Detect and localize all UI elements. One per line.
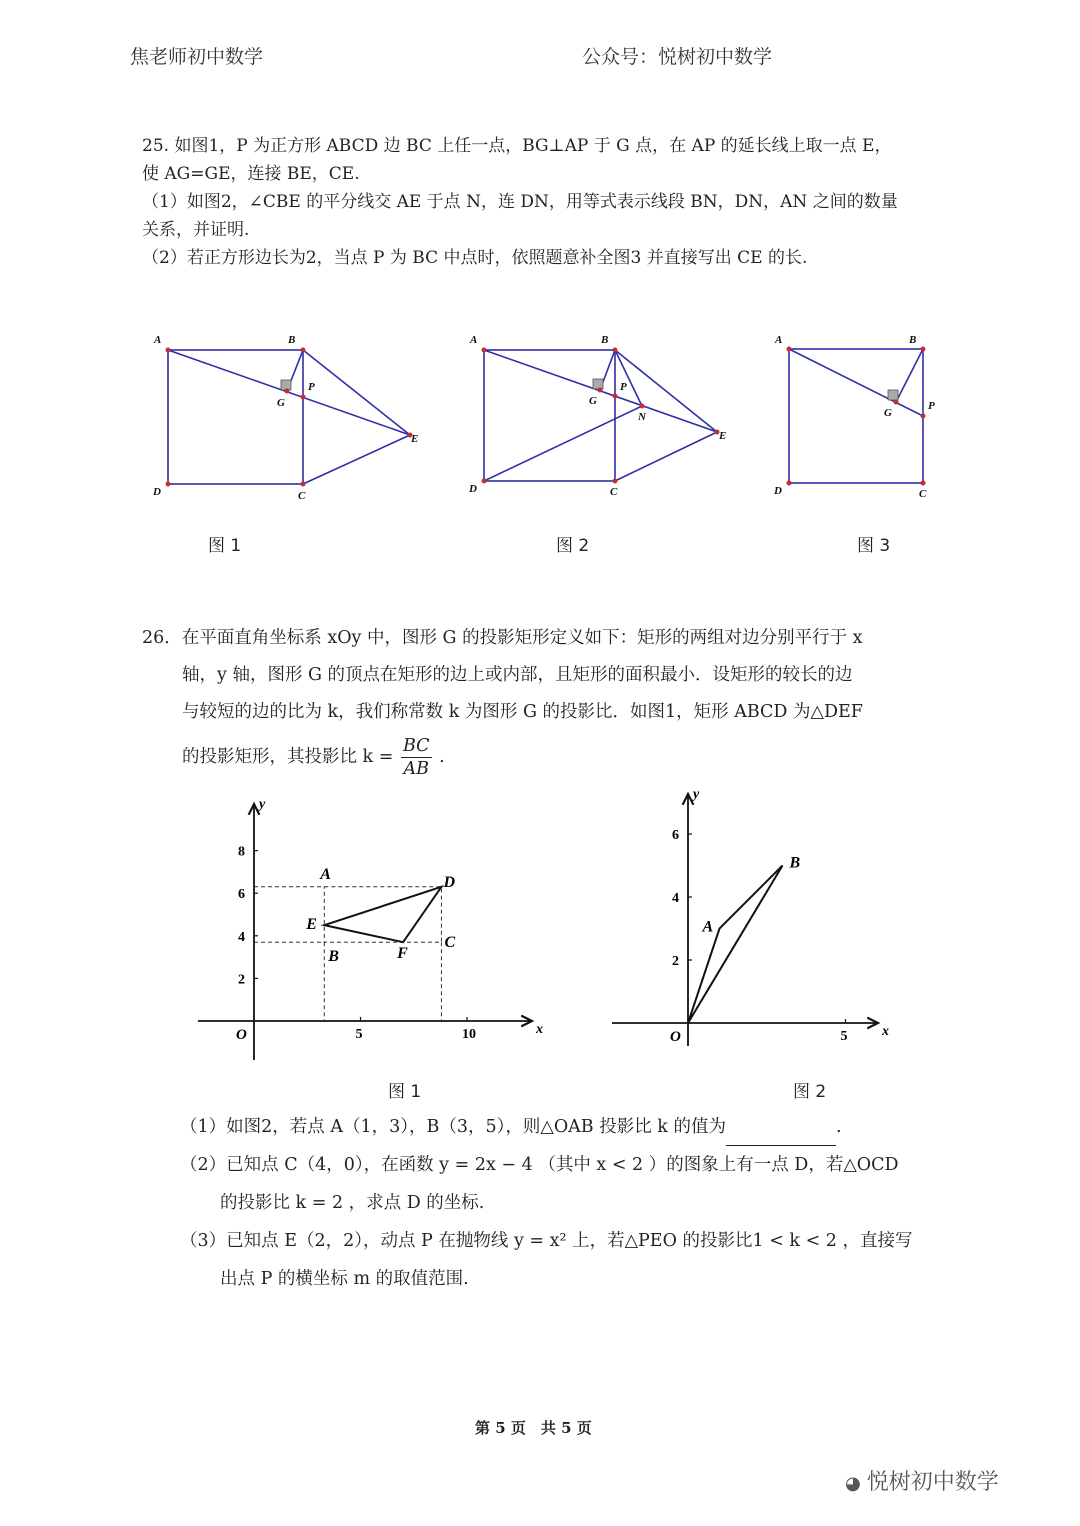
origin-label: O — [236, 1027, 247, 1043]
q25-line1: 25. 如图1，P 为正方形 ABCD 边 BC 上任一点，BG⊥AP 于 G 点，在 AP 的延长线上取一点 E， — [142, 136, 892, 156]
y-tick-label: 6 — [238, 887, 245, 903]
fig2-label-e: E — [719, 430, 727, 442]
origin-label: O — [670, 1029, 681, 1045]
y-tick-label: 4 — [672, 891, 679, 906]
q25-caption-3: 图 3 — [857, 536, 891, 556]
x-axis-label: x — [882, 1024, 889, 1039]
line-ce-2 — [615, 432, 717, 481]
figure-2-geometry — [484, 350, 717, 481]
line-bg-3 — [896, 349, 923, 402]
q25-caption-2: 图 2 — [556, 536, 590, 556]
line-ce-1 — [303, 435, 410, 484]
header-right: 公众号：悦树初中数学 — [582, 46, 773, 68]
q26-line4 — [142, 735, 962, 780]
y-tick-label: 6 — [672, 828, 679, 843]
q25-line5: （2）若正方形边长为2，当点 P 为 BC 中点时，依照题意补全图3 并直接写出 CE 的长. — [142, 248, 808, 268]
line-ap-3 — [789, 349, 923, 416]
line-be-2 — [615, 350, 717, 432]
chart-1 — [198, 797, 543, 1060]
q26-sub3-line1: （3）已知点 E（2，2），动点 P 在抛物线 y = x² 上，若△PEO 的投影比1 < k < 2 ，直接写 — [180, 1231, 913, 1251]
q25-caption-1: 图 1 — [208, 536, 242, 556]
q25-line2: 使 AG=GE，连接 BE，CE. — [142, 164, 360, 184]
fig2-label-a: A — [470, 334, 478, 346]
square-abcd-2 — [484, 350, 615, 481]
triangle — [688, 866, 783, 1024]
q26-line3: 与较短的边的比为 k，我们称常数 k 为图形 G 的投影比．如图1，矩形 ABCD 为△DEF — [182, 702, 863, 722]
fig1-label-c: C — [298, 490, 306, 502]
q26-caption-2: 图 2 — [793, 1082, 827, 1102]
point-label-a: A — [702, 918, 714, 936]
fig3-label-a: A — [775, 334, 783, 346]
fig1-label-g: G — [277, 397, 285, 409]
figure-3-geometry — [789, 349, 923, 483]
point-label-b: B — [328, 948, 339, 966]
fig2-label-g: G — [589, 395, 597, 407]
triangle — [324, 887, 441, 942]
q25-line3: （1）如图2，∠CBE 的平分线交 AE 于点 N，连 DN，用等式表示线段 BN，DN，AN 之间的数量 — [142, 192, 898, 212]
q26-sub1-text: （1）如图2，若点 A（1，3），B（3，5），则△OAB 投影比 k 的值为 — [180, 1117, 726, 1137]
y-tick-label: 4 — [238, 929, 245, 945]
fraction-denominator: AB — [403, 759, 430, 779]
point-label-d: D — [443, 873, 456, 891]
fig2-label-c: C — [610, 486, 618, 498]
q26-line1: 26．在平面直角坐标系 xOy 中，图形 G 的投影矩形定义如下：矩形的两组对边分别平行于 x — [142, 628, 863, 648]
line-dn-2 — [484, 406, 642, 481]
q26-subquestions — [180, 1108, 980, 1298]
x-tick-label: 5 — [355, 1027, 363, 1042]
fig2-label-b: B — [601, 334, 609, 346]
q26-sub2-line1: （2）已知点 C（4，0），在函数 y = 2x − 4 （其中 x < 2 ）的图象上有一点 D，若△OCD — [180, 1155, 899, 1175]
question-26 — [142, 620, 962, 780]
fig2-label-p: P — [620, 381, 627, 393]
line-be-1 — [303, 350, 410, 435]
fig3-label-d: D — [774, 485, 782, 497]
fig2-label-n: N — [638, 411, 646, 423]
fig1-label-d: D — [153, 486, 161, 498]
fig1-label-a: A — [154, 334, 162, 346]
x-tick-label: 10 — [462, 1027, 476, 1042]
y-axis-label: y — [259, 797, 266, 812]
y-tick-label: 2 — [672, 954, 679, 969]
q26-line2: 轴，y 轴，图形 G 的顶点在矩形的边上或内部，且矩形的面积最小．设矩形的较长的边 — [182, 665, 853, 685]
fig1-label-b: B — [288, 334, 296, 346]
projection-rectangle — [324, 887, 441, 942]
point-label-a: A — [320, 865, 331, 883]
answer-blank[interactable] — [726, 1127, 836, 1146]
x-tick-label: 5 — [840, 1029, 848, 1044]
square-abcd-3 — [789, 349, 923, 483]
fig3-label-c: C — [919, 488, 927, 500]
projection-ratio-fraction — [401, 735, 432, 780]
q26-sub3-line2: 出点 P 的横坐标 m 的取值范围. — [220, 1269, 469, 1289]
q25-figures — [0, 0, 1080, 560]
fraction-numerator: BC — [402, 736, 430, 756]
q26-sub2-line2: 的投影比 k = 2 ，求点 D 的坐标. — [220, 1193, 485, 1213]
q26-line4-text: 的投影矩形，其投影比 k = — [182, 747, 394, 767]
point-label-c: C — [444, 934, 456, 952]
fig3-label-p: P — [928, 400, 935, 412]
figure-1-geometry — [168, 350, 410, 484]
y-tick-label: 8 — [238, 844, 245, 860]
y-axis-label: y — [693, 790, 700, 802]
watermark — [845, 1465, 999, 1496]
square-abcd-1 — [168, 350, 303, 484]
q26-line4-end: . — [439, 747, 445, 767]
fig3-label-b: B — [909, 334, 917, 346]
right-angle-mark-1 — [281, 380, 291, 390]
right-angle-mark-2 — [593, 379, 603, 389]
page-footer: 第 5 页 共 5 页 — [475, 1419, 592, 1437]
fig1-label-p: P — [308, 381, 315, 393]
wechat-icon: ◕ — [845, 1473, 861, 1494]
watermark-text: 悦树初中数学 — [866, 1470, 999, 1495]
q26-caption-1: 图 1 — [388, 1082, 422, 1102]
q25-line4: 关系，并证明. — [142, 220, 250, 240]
header-left: 焦老师初中数学 — [130, 46, 264, 68]
q26-charts — [0, 790, 1080, 1060]
chart-2 — [612, 790, 889, 1046]
fig3-label-g: G — [884, 407, 892, 419]
point-label-f: F — [397, 945, 408, 963]
right-angle-mark-3 — [888, 390, 898, 400]
point-label-e: E — [306, 916, 317, 934]
q26-sub1-end: . — [835, 1117, 842, 1137]
x-axis-label: x — [536, 1022, 543, 1037]
point-label-b: B — [789, 854, 801, 872]
q26-sub1 — [180, 1108, 980, 1146]
fig1-label-e: E — [411, 433, 419, 445]
fig2-label-d: D — [469, 483, 477, 495]
y-tick-label: 2 — [238, 972, 245, 988]
